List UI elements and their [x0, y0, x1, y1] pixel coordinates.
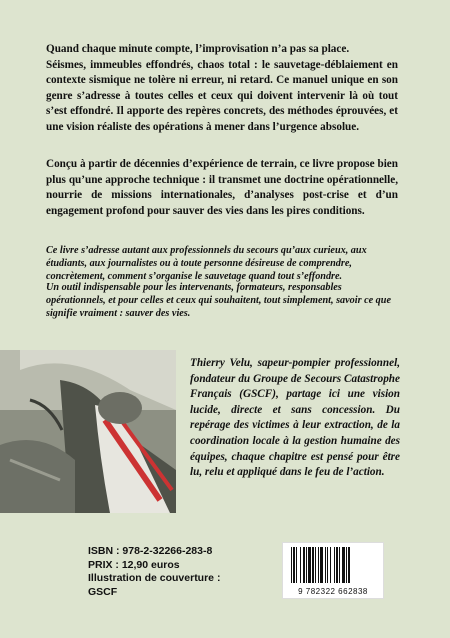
rescuer-photo-illustration	[0, 350, 176, 513]
rescuer-photo	[0, 350, 176, 513]
illustration-credit: GSCF	[88, 585, 118, 598]
illustration-label: Illustration de couverture :	[88, 572, 221, 585]
book-info	[88, 545, 258, 599]
barcode-digits: 9 782322 662838	[298, 587, 368, 596]
price-text: PRIX : 12,90 euros	[88, 558, 180, 571]
isbn-text: ISBN : 978-2-32266-283-8	[88, 545, 213, 557]
body-paragraph: Conçu à partir de décennies d’expérience de terrain, ce livre propose bien plus qu’une approche technique : il transmet une doctrine opérationnelle, nourrie de missions internationales, d’analyses post-crise et d’un engagement profond pour sauver des vies dans les pires conditions.	[46, 158, 398, 217]
intro-body-text: Séismes, immeubles effondrés, chaos total : le sauvetage-déblaiement en contexte sismique ne tolère ni erreur, ni retard. Ce manuel unique en son genre s’adresse à toutes celles et ceux qui doivent intervenir là où tout s’est effondré. Il apporte des repères concrets, des méthodes éprouvées, et une vision réaliste des opérations à mener dans l’urgence absolue.	[46, 58, 398, 133]
audience-paragraph: Ce livre s’adresse autant aux professionnels du secours qu’aux curieux, aux étudiants, aux journalistes ou à toute personne désireuse de comprendre, concrètement, comment s’organise le sauvetage quand tout s’effondre.	[46, 245, 367, 283]
isbn-barcode	[282, 542, 384, 599]
intro-hook-line: Quand chaque minute compte, l’improvisation n’a pas sa place.	[46, 43, 350, 55]
tool-paragraph: Un outil indispensable pour les intervenants, formateurs, responsables opérationnels, et pour celles et ceux qui souhaitent, tout simplement, savoir ce que signifie vraiment : sauver des vies.	[46, 282, 391, 320]
author-bio: Thierry Velu, sapeur-pompier professionnel, fondateur du Groupe de Secours Catastrophe Français (GSCF), partage ici une vision lucide, directe et sans concession. Du repérage des victimes à leur extraction, de la coordination locale à la gestion humaine des équipes, chaque chapitre est pensé pour être lu, relu et appliqué dans le feu de l’action.	[190, 357, 400, 479]
intro-paragraph	[46, 42, 398, 135]
barcode-bars	[283, 543, 383, 587]
